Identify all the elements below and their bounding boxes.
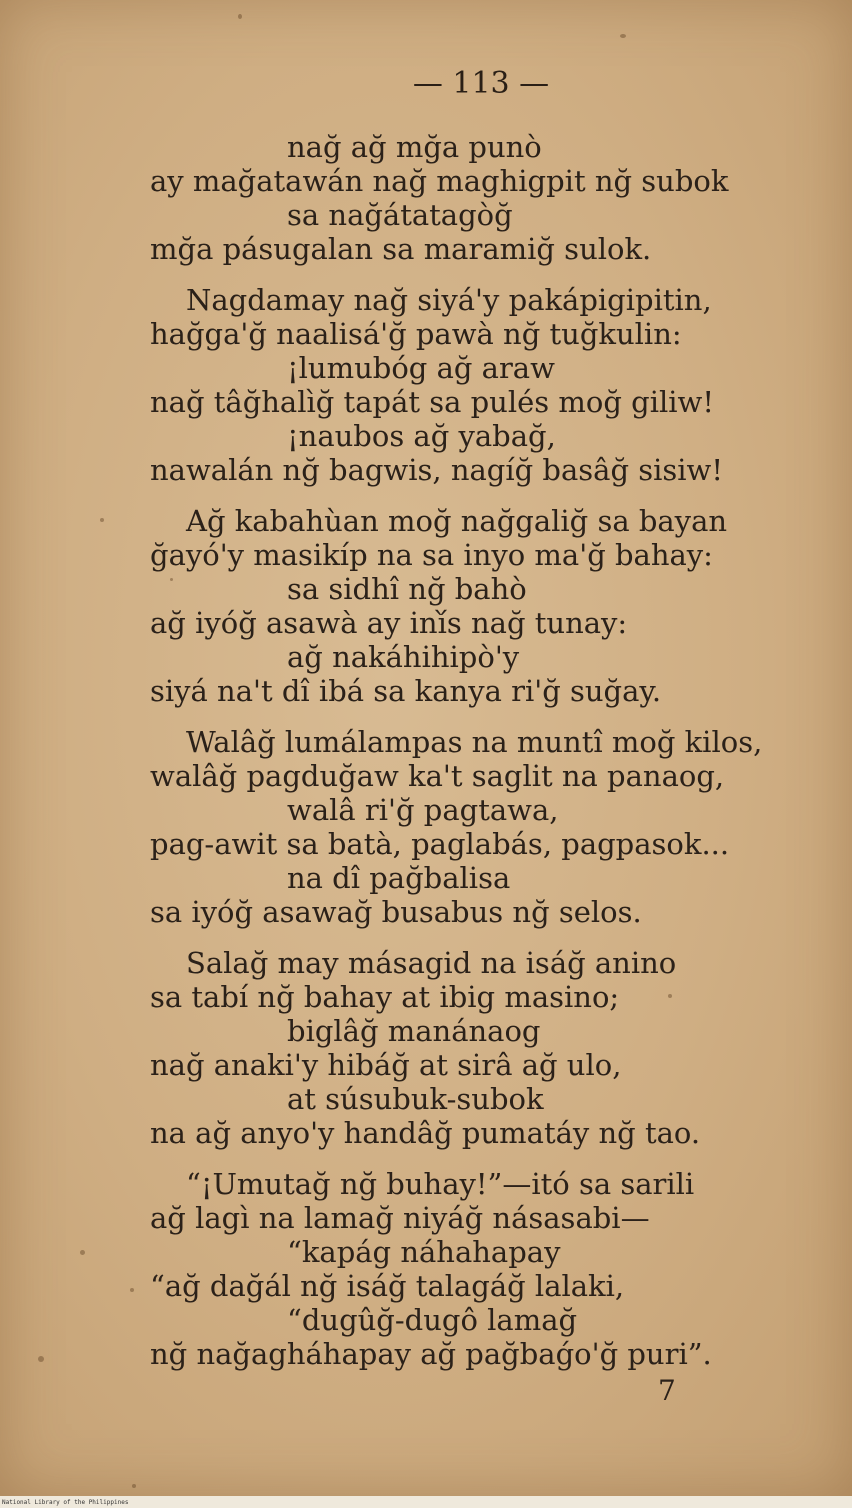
verse-line: “kapág náhahapay: [287, 1235, 561, 1269]
verse-line: ağ lagì na lamağ niyáğ násasabi—: [150, 1201, 650, 1235]
verse-line: nağ ağ mğa punò: [287, 130, 542, 164]
poem-body: [0, 130, 852, 1388]
verse-line: ¡lumubóg ağ araw: [287, 351, 555, 385]
verse-line: walâğ pagduğaw ka't saglit na panaog,: [150, 759, 725, 793]
verse-line: mğa pásugalan sa maramiğ sulok.: [150, 232, 652, 266]
paper-speck: [238, 14, 242, 19]
verse-line: Salağ may másagid na isáğ anino: [186, 946, 677, 980]
verse-line: na ağ anyo'y handâğ pumatáy nğ tao.: [150, 1116, 701, 1150]
verse-line: ağ iyóğ asawà ay iní̀s nağ tunay:: [150, 606, 628, 640]
verse-line: ğayó'y masikíp na sa inyo ma'ğ bahay:: [150, 538, 713, 572]
verse-line: sa sidhî nğ bahò: [287, 572, 527, 606]
footer-credit: National Library of the Philippines: [2, 1499, 129, 1506]
stanza: [0, 130, 852, 266]
stanza: [0, 1167, 852, 1371]
signature-mark: 7: [658, 1374, 676, 1407]
verse-line: at súsubuk-subok: [287, 1082, 544, 1116]
paper-speck: [132, 1484, 136, 1488]
verse-line: sa nağátatagòğ: [287, 198, 513, 232]
verse-line: biglâğ manánaog: [287, 1014, 541, 1048]
verse-line: na dî pağbalisa: [287, 861, 511, 895]
verse-line: nağ tâğhalìğ tapát sa pulés moğ giliw!: [150, 385, 714, 419]
verse-line: ¡naubos ağ yabağ,: [287, 419, 556, 453]
verse-line: hağga'ğ naalisá'ğ pawà nğ tuğkulin:: [150, 317, 682, 351]
verse-line: nawalán nğ bagwis, nagíğ basâğ sisiw!: [150, 453, 724, 487]
verse-line: Walâğ lumálampas na muntî moğ kilos,: [186, 725, 763, 759]
verse-line: nağ anaki'y hibáğ at sirâ ağ ulo,: [150, 1048, 622, 1082]
verse-line: pag-awit sa batà, paglabás, pagpasok...: [150, 827, 730, 861]
verse-line: nğ nağagháhapay ağ pağbaǵo'ğ puri”.: [150, 1337, 712, 1371]
stanza: [0, 283, 852, 487]
stanza: [0, 946, 852, 1150]
verse-line: ay mağatawán nağ maghigpit nğ subok: [150, 164, 729, 198]
verse-line: walâ ri'ğ pagtawa,: [287, 793, 559, 827]
verse-line: “¡Umutağ nğ buhay!”—itó sa sarili: [186, 1167, 695, 1201]
verse-line: “ağ dağál nğ isáğ talagáğ lalaki,: [150, 1269, 625, 1303]
verse-line: Ağ kabahùan moğ nağgaliğ sa bayan: [186, 504, 728, 538]
verse-line: Nagdamay nağ siyá'y pakápigipitin,: [186, 283, 712, 317]
verse-line: “dugûğ-dugô lamağ: [287, 1303, 578, 1337]
verse-line: sa tabí nğ bahay at ibig masino;: [150, 980, 620, 1014]
verse-line: siyá na't dî ibá sa kanya ri'ğ suğay.: [150, 674, 662, 708]
paper-speck: [620, 34, 626, 38]
verse-line: sa iyóğ asawağ busabus nğ selos.: [150, 895, 642, 929]
page-number-header: — 113 —: [412, 66, 550, 101]
stanza: [0, 504, 852, 708]
verse-line: ağ nakáhihipò'y: [287, 640, 520, 674]
stanza: [0, 725, 852, 929]
